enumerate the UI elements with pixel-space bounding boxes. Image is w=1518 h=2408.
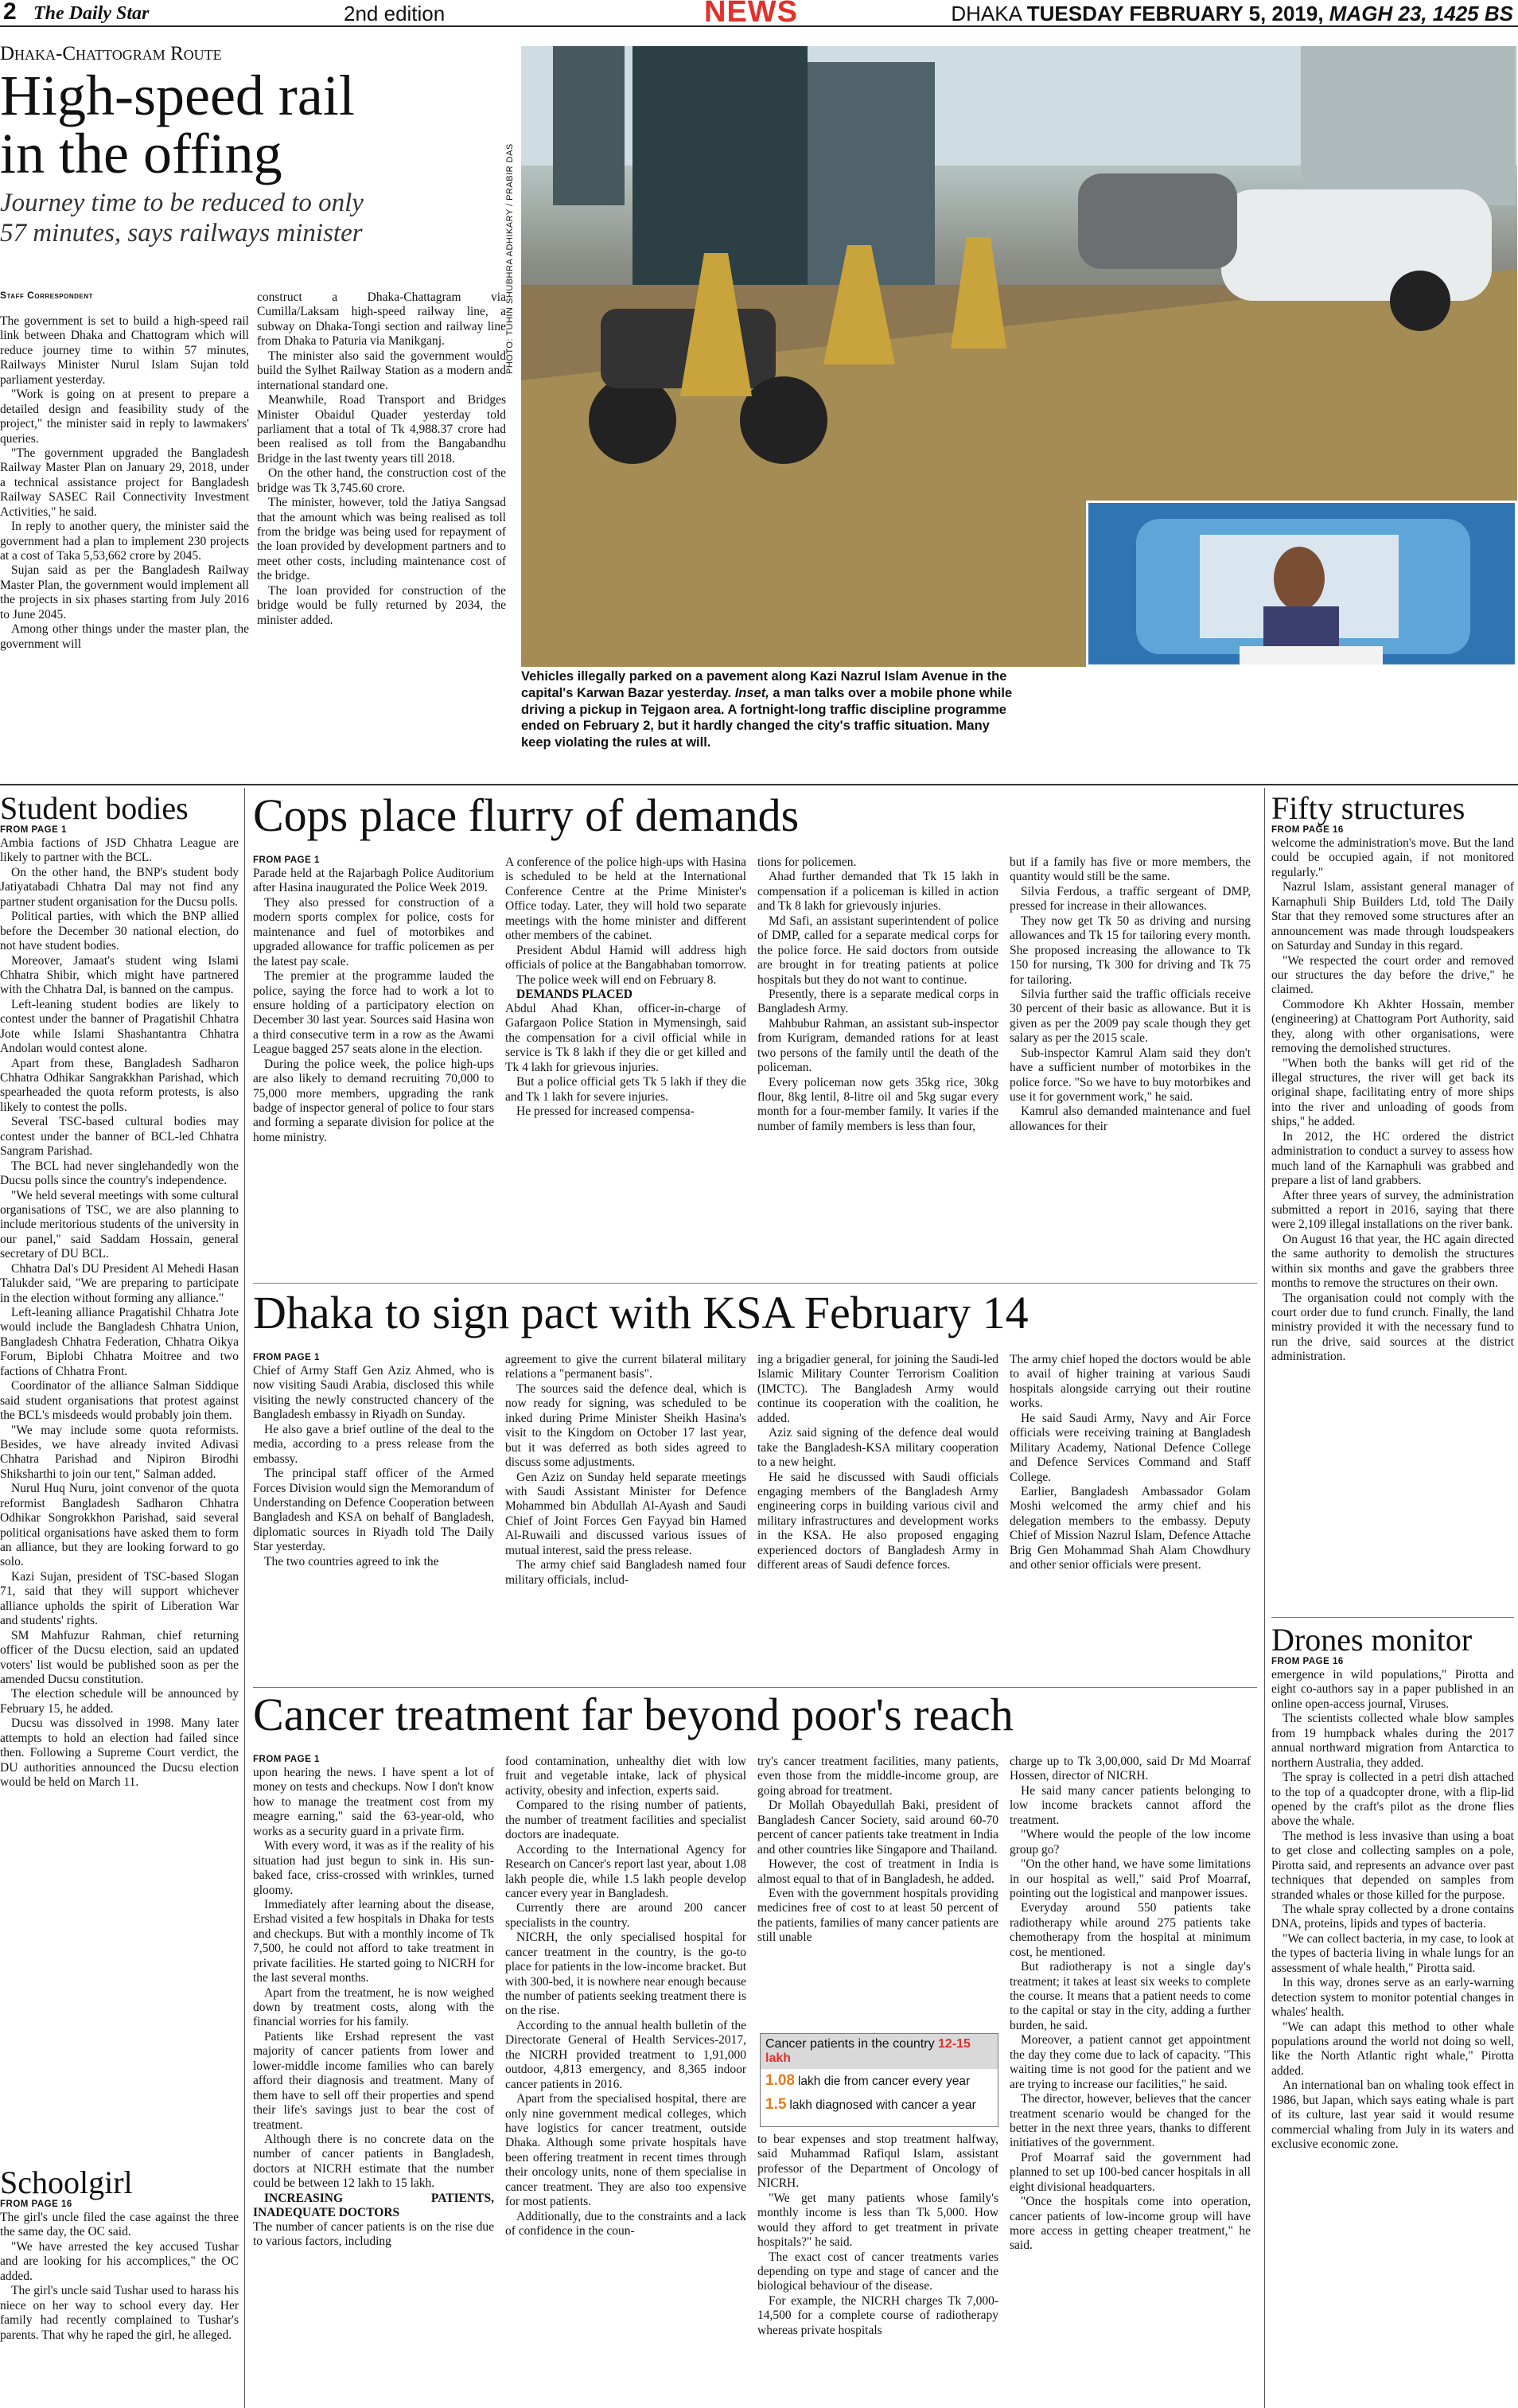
paragraph: food contamination, unhealthy diet with low fruit and vegetable intake, lack of physical activity, obesity and infection, experts said. <box>505 1755 746 1798</box>
cops-col-1 <box>253 855 494 1261</box>
paragraph: Although there is no concrete data on the number of cancer patients in Bangladesh, doctors at NICRH estimate that the number could be between 12 lakh to 15 lakh. <box>253 2132 494 2191</box>
paragraph: Patients like Ershad represent the vast majority of cancer patients from lower and lower-middle income families who can barely afford their diagnosis and treatment. Many of them have to sell off their properties and spend their life's savings just to bear the cost of treatment. <box>253 2029 494 2132</box>
continued-from-label: FROM PAGE 1 <box>253 855 320 865</box>
paragraph: "We can collect bacteria, in my case, to look at the types of bacteria living in whale lungs for an assessment of whale health," Pirotta said. <box>1271 1931 1514 1975</box>
newspaper-logo: The Daily Star <box>33 3 150 24</box>
infobox-row: 1.08 lakh die from cancer every year <box>765 2072 971 2089</box>
divider <box>1264 788 1265 2408</box>
paragraph: Dr Mollah Obayedullah Baki, president of Bangladesh Cancer Society, said around 60-70 percent of cancer patients take treatment in India and other countries like Singapore and Thailand. <box>757 1798 998 1857</box>
cancer-col-3b <box>757 2133 998 2403</box>
paragraph: Moreover, Jamaat's student wing Islami Chhatra Shibir, which might have partnered with the Chhatra Dal, is banned on the campus. <box>0 953 239 997</box>
fifty-structures-story <box>1271 792 1514 1611</box>
paragraph: The BCL had never singlehandedly won the Ducsu polls since the country's independence. <box>0 1159 239 1188</box>
paragraph: Kazi Sujan, president of TSC-based Slogan 71, said that they will support whichever alliance upholds the spirit of Liberation War and students' rights. <box>0 1569 239 1628</box>
paragraph: The police week will end on February 8. <box>516 972 717 987</box>
ksa-col-2 <box>505 1353 746 1687</box>
story-body <box>1271 1657 1514 2152</box>
paragraph: upon hearing the news. I have spent a lot of money on tests and checkups. Now I don't know how to manage the treatment cost from my meagre earning," said the 63-year-old, who works as a security guard in a private firm. <box>253 1766 494 1838</box>
drones-story <box>1271 1623 1514 2407</box>
paragraph: Md Safi, an assistant superintendent of police of DMP, called for a separate medical corps for the police force. He said doctors from outside are brought in for treating patients at police hospitals but they do not want to continue. <box>757 914 998 987</box>
lead-col-1 <box>0 314 249 768</box>
paragraph: Chhatra Dal's DU President Al Mehedi Hasan Talukder said, "We are preparing to participate in the election without forming any alliance." <box>0 1261 239 1305</box>
cancer-col-2 <box>505 1755 746 2403</box>
paragraph: The spray is collected in a petri dish attached to the top of a quadcopter drone, with a flip-lid opened by the craft's pilot as the drone flies above the whale. <box>1271 1771 1514 1829</box>
ksa-col-1 <box>253 1353 494 1687</box>
divider <box>244 788 245 2408</box>
paragraph: They also pressed for construction of a modern sports complex for police, costs for maintenance and fuel of motorbikes and upgraded allowance for traffic policemen as per the latest pay scale. <box>253 895 494 968</box>
paragraph: try's cancer treatment facilities, many patients, even those from the middle-income group, are going abroad for treatment. <box>757 1755 998 1798</box>
subhead: INCREASING PATIENTS, INADEQUATE DOCTORS <box>253 2191 494 2219</box>
divider <box>253 1687 1257 1688</box>
story-body <box>0 825 239 1790</box>
ksa-col-3 <box>757 1353 998 1687</box>
dateline: DHAKA TUESDAY FEBRUARY 5, 2019, MAGH 23, 1425 BS <box>951 2 1513 25</box>
paragraph: According to the annual health bulletin of the Directorate General of Health Services-2017, the NICRH provided treatment to 1,91,000 outdoor, 4,813 emergency, and 8,365 indoor cancer patients in 2016. <box>505 2018 746 2091</box>
paragraph: The exact cost of cancer treatments varies depending on type and stage of cancer and the biological behaviour of the disease. <box>757 2250 998 2293</box>
paragraph: Earlier, Bangladesh Ambassador Golam Moshi welcomed the army chief and his delegation members to the embassy. Deputy Chief of Mission Nazrul Islam, Defence Attache Brig Gen Mohammad Shah Alam Chowdhury and other senior officials were present. <box>1010 1484 1251 1572</box>
story-body <box>0 2200 239 2343</box>
paragraph: Apart from the specialised hospital, there are only nine government medical colleges, which have logistics for cancer treatment, outside Dhaka. Although some private hospitals have been offering treatment in recent times through their oncology units, none of them specialise in cancer treatment. They are also too expensive for most patients. <box>505 2092 746 2209</box>
continued-from-label: FROM PAGE 1 <box>253 1353 320 1362</box>
paragraph: "We have arrested the key accused Tushar and are looking for his accomplices," the OC added. <box>0 2239 239 2283</box>
inset-photo <box>1086 501 1517 667</box>
photo-credit: PHOTO: TUHIN SHUBHRA ADHIKARY / PRABIR DAS <box>505 143 515 374</box>
paragraph: The principal staff officer of the Armed Forces Division would sign the Memorandum of Understanding on Defence Cooperation between Bangladesh and KSA on behalf of Bangladesh, diplomatic sources in Riyadh told The Daily Star yesterday. <box>253 1467 494 1554</box>
paragraph: NICRH, the only specialised hospital for cancer treatment in the country, is the go-to place for patients in the low-income bracket. But with 300-bed, it is nowhere near enough because the number of patients seeking treatment there is on the rise. <box>505 1931 746 2018</box>
paragraph: emergence in wild populations," Pirotta and eight co-authors say in a paper published in an online open-access journal, Viruses. <box>1271 1668 1514 1711</box>
continued-from-label: FROM PAGE 1 <box>253 1755 320 1764</box>
headline: Dhaka to sign pact with KSA February 14 <box>253 1289 1029 1338</box>
paragraph: Aziz said signing of the defence deal would take the Bangladesh-KSA military cooperation to a new height. <box>757 1426 998 1470</box>
paragraph: Even with the government hospitals providing medicines free of cost to at least 50 percent of the patients, families of many cancer patients are still unable <box>757 1886 998 1945</box>
story-body <box>1271 825 1514 1365</box>
paragraph: The director, however, believes that the cancer treatment scenario would be changed for the better in the next three years, thanks to different initiatives of the government. <box>1010 2092 1251 2150</box>
photo-caption: Vehicles illegally parked on a pavement along Kazi Nazrul Islam Avenue in the capital's Karwan Bazar yesterday. Inset, a man talks over a mobile phone while driving a pickup in Tejgaon area. A fortnight-long traffic discipline programme ended on February 2, but it hardly changed the city's traffic situation. Many keep violating the rules at will. <box>521 669 1013 750</box>
cancer-col-1 <box>253 1755 494 2403</box>
paragraph: Presently, there is a separate medical corps in Bangladesh Army. <box>757 987 998 1016</box>
paragraph: The army chief said Bangladesh named four military officials, includ- <box>505 1558 746 1587</box>
paragraph: "Work is going on at present to prepare a detailed design and feasibility study of the project," the minister said in reply to lawmakers' queries. <box>0 388 249 446</box>
continued-from-label: FROM PAGE 16 <box>1271 825 1344 835</box>
paragraph: The girl's uncle filed the case against the three the same day, the OC said. <box>0 2211 239 2239</box>
paragraph: Nurul Huq Nuru, joint convenor of the quota reformist Bangladesh Sadharon Chhatra Odhikar Songrokkhon Parishad, said several political organisations have asked them to form an alliance, but they are looking forward to go solo. <box>0 1482 239 1569</box>
paragraph: He said Saudi Army, Navy and Air Force officials were receiving training at Bangladesh Military Academy, National Defence College and Defence Services Command and Staff College. <box>1010 1411 1251 1484</box>
subheadline: Journey time to be reduced to only 57 minutes, says railways minister <box>0 188 364 247</box>
paragraph: Ahad further demanded that Tk 15 lakh in compensation if a policeman is killed in action and Tk 8 lakh for grievously injuries. <box>757 870 998 914</box>
paragraph: construct a Dhaka-Chattagram via Cumilla/Laksam high-speed railway line, a subway on Dhaka-Tongi section and railway line from Dhaka to Paturia via Manikganj. <box>257 290 506 349</box>
paragraph: "We get many patients whose family's monthly income is less than Tk 5,000. How would they afford to get treatment in private hospitals?" he said. <box>757 2191 998 2250</box>
paragraph: The government is set to build a high-speed rail link between Dhaka and Chattogram which will reduce journey time to within 57 minutes, Railways Minister Nurul Islam Sujan told parliament yesterday. <box>0 314 249 387</box>
headline: High-speed rail in the offing <box>0 64 355 186</box>
paragraph: Apart from the treatment, he is now weighed down by treatment costs, along with the financial worries for his family. <box>253 1985 494 2029</box>
lead-col-2 <box>257 290 506 768</box>
paragraph: President Abdul Hamid will address high officials of police at the Bangabhaban tomorrow. <box>505 943 746 972</box>
paragraph: On the other hand, the construction cost of the bridge was Tk 3,745.60 crore. <box>257 466 506 495</box>
paragraph: but if a family has five or more members, the quantity would still be the same. <box>1010 855 1251 884</box>
paragraph: Additionally, due to the constraints and a lack of confidence in the coun- <box>505 2209 746 2238</box>
paragraph: They now get Tk 50 as driving and nursing allowances and Tk 15 for tailoring every month. She proposed increasing the allowance to Tk 150 for nursing, Tk 300 for driving and Tk 75 for tailoring. <box>1010 914 1251 987</box>
paragraph: Everyday around 550 patients take radiotherapy while around 275 patients take chemotherapy from the hospital at minimum cost, he mentioned. <box>1010 1901 1251 1959</box>
paragraph: "We held several meetings with some cultural organisations of TSC, we are also planning to include meritorious students of the university in our panel," said Saddam Hossain, general secretary of DU BCL. <box>0 1188 239 1261</box>
paragraph: He said many cancer patients belonging to low income brackets cannot afford the treatment. <box>1010 1783 1251 1827</box>
cancer-col-3 <box>757 1755 998 2029</box>
paragraph: Apart from these, Bangladesh Sadharon Chhatra Odhikar Sangrakkhan Parishad, which spearheaded the quota reform protests, is also likely to contest the polls. <box>0 1056 239 1114</box>
continued-from-label: FROM PAGE 16 <box>0 2200 72 2209</box>
paragraph: Several TSC-based cultural bodies may contest under the banner of BCL-led Chhatra Sangram Parishad. <box>0 1115 239 1159</box>
paragraph: Among other things under the master plan, the government will <box>0 622 249 651</box>
paragraph: Gen Aziz on Sunday held separate meetings with Saudi Assistant Minister for Defence Mohammed bin Abdullah Al-Ayash and Saudi Chief of Joint Forces Gen Fayyad bin Hamed Al-Ruwaili and discussed various issues of mutual interest, said the press release. <box>505 1470 746 1557</box>
paragraph: Abdul Ahad Khan, officer-in-charge of Gafargaon Police Station in Mymensingh, said the compensation for a civil official while in service is Tk 8 lakh if they die or get killed and Tk 4 lakh for grievous injuries. <box>505 1001 746 1074</box>
paragraph: "Where would the people of the low income group go? <box>1010 1828 1251 1857</box>
paragraph: Meanwhile, Road Transport and Bridges Minister Obaidul Quader yesterday told parliament that a total of Tk 4,988.37 crore had been realised as toll from the Bangabandhu Bridge in the last twenty years till 2018. <box>257 393 506 466</box>
paragraph: The minister also said the government would build the Sylhet Railway Station as a modern and international standard one. <box>257 349 506 392</box>
paragraph: Left-leaning alliance Pragatishil Chhatra Jote would include the Bangladesh Chhatra Union, Bangladesh Chhatra Federation, Chhatra Oikya Forum, Biplobi Chhatra Moitree and two factions of Chhatra Front. <box>0 1306 239 1378</box>
paragraph: "The government upgraded the Bangladesh Railway Master Plan on January 29, 2018, under a technical assistance project for Bangladesh Railway SASEC Rail Connectivity Investment Activities," he said. <box>0 446 249 519</box>
continued-from-label: FROM PAGE 16 <box>1271 1657 1344 1666</box>
paragraph: He said he discussed with Saudi officials engaging members of the Bangladesh Army engineering corps in building various civil and military infrastructures and development works in the KSA. He also proposed engaging experienced doctors of Bangladesh Army in different areas of Saudi defence forces. <box>757 1470 998 1572</box>
paragraph: ing a brigadier general, for joining the Saudi-led Islamic Military Counter Terrorism Coalition (IMCTC). The Bangladesh Army would continue its cooperation with the coalition, he added. <box>757 1353 998 1425</box>
cancer-infobox <box>760 2033 998 2127</box>
divider <box>1271 1617 1514 1618</box>
paragraph: But a police official gets Tk 5 lakh if they die and Tk 1 lakh for severe injuries. <box>505 1075 746 1104</box>
byline: Staff Correspondent <box>0 290 93 301</box>
paragraph: Ducsu was dissolved in 1998. Many later attempts to hold an election had failed since then. Following a Supreme Court verdict, the DU authorities announced the Ducsu election would be held on March 11. <box>0 1716 239 1789</box>
paragraph: Silvia further said the traffic officials receive 30 percent of their basic as allowance. But it is given as per the 2009 pay scale though they get salary as per the 2015 scale. <box>1010 987 1251 1046</box>
paragraph: Nazrul Islam, assistant general manager of Karnaphuli Ship Builders Ltd, told The Daily Star that they removed some structures after an announcement was made through loudspeakers on Saturday and Sunday in this regard. <box>1271 880 1514 953</box>
paragraph: He pressed for increased compensa- <box>516 1105 695 1118</box>
paragraph: "When both the banks will get rid of the illegal structures, the river will get back its original shape, facilitating entry of more ships into the river and unloading of goods from ships," he added. <box>1271 1056 1514 1129</box>
cops-col-2 <box>505 855 746 1261</box>
divider <box>253 1283 1257 1284</box>
student-bodies-story <box>0 792 239 2149</box>
cancer-story <box>253 1691 1257 1763</box>
paragraph: agreement to give the current bilateral military relations a "permanent basis". <box>505 1353 746 1381</box>
paragraph: "Once the hospitals come into operation, cancer patients of low-income group will have more access in getting cheaper treatment," he said. <box>1010 2195 1251 2253</box>
paragraph: In reply to another query, the minister said the government had a plan to implement 230 projects at a cost of Taka 5,53,662 crore by 2045. <box>0 520 249 563</box>
paragraph: An international ban on whaling took effect in 1986, but Japan, which says eating whale is part of its culture, last year said it would resume commercial whaling from July in its waters and exclusive economic zone. <box>1271 2079 1514 2151</box>
paragraph: Every policeman now gets 35kg rice, 30kg flour, 8kg lentil, 8-litre oil and 5kg sugar every month for a four-member family. It varies if the number of family members is less than four, <box>757 1075 998 1133</box>
paragraph: On the other hand, the BNP's student body Jatiyatabadi Chhatra Dal may not find any partner student organisation for the Ducsu polls. <box>0 865 239 909</box>
cancer-col-4 <box>1010 1755 1251 2403</box>
cops-col-4 <box>1010 855 1251 1261</box>
paragraph: tions for policemen. <box>757 855 857 869</box>
paragraph: The premier at the programme lauded the police, saying the force had to work a lot to ensure holding of a participatory election on December 30 last year. Sources said Hasina won a third consecutive term in a row as the Awami League bagged 257 seats alone in the election. <box>253 969 494 1057</box>
edition-label: 2nd edition <box>344 2 446 25</box>
paragraph: Ambia factions of JSD Chhatra League are likely to partner with the BCL. <box>0 836 239 865</box>
paragraph: Parade held at the Rajarbagh Police Auditorium after Hasina inaugurated the Police Week 2019. <box>253 867 494 895</box>
paragraph: charge up to Tk 3,00,000, said Dr Md Moarraf Hossen, director of NICRH. <box>1010 1755 1251 1783</box>
paragraph: A conference of the police high-ups with Hasina is scheduled to be held at the International Conference Centre at the Prime Minister's Office today. Later, they will hold two separate meetings with the home minister and different other members of the cabinet. <box>505 855 746 943</box>
infobox-row: 1.5 lakh diagnosed with cancer a year <box>765 2096 976 2113</box>
paragraph: The loan provided for construction of the bridge would be fully returned by 2034, the minister added. <box>257 583 506 627</box>
paragraph: During the police week, the police high-ups are also likely to demand recruiting 70,000 to 75,000 more members, upgrading the rank badge of inspector general of police to four stars and forming a separate division for police at the home ministry. <box>253 1057 494 1144</box>
ksa-col-4 <box>1010 1353 1251 1687</box>
headline: Drones monitor <box>1271 1623 1473 1658</box>
driver-inset-graphic <box>1088 503 1517 667</box>
paragraph: For example, the NICRH charges Tk 7,000-14,500 for a complete course of radiotherapy whereas private hospitals <box>757 2293 998 2337</box>
paragraph: Mahbubur Rahman, an assistant sub-inspector from Kurigram, demanded rations for at least two persons of the family until the death of the policeman. <box>757 1016 998 1075</box>
paragraph: In 2012, the HC ordered the district administration to conduct a survey to assess how much land of the Karnaphuli was grabbed and prepare a list of land grabbers. <box>1271 1129 1514 1188</box>
paragraph: "We may include some quota reformists. Besides, we have already invited Adivasi Chhatra Parishad and Nipiron Birodhi Shiksharthi to join our tent," Salman added. <box>0 1423 239 1481</box>
paragraph: The girl's uncle said Tushar used to harass his niece on her way to school every day. Her family had recently complained to Tushar's parents. That why he raped the girl, he alleged. <box>0 2284 239 2342</box>
paragraph: Moreover, a patient cannot get appointment the day they come due to lack of capacity. "This waiting time is not good for the patient and we are trying to increase our facilities," he said. <box>1010 2033 1251 2091</box>
headline: Cancer treatment far beyond poor's reach <box>253 1691 1014 1740</box>
paragraph: According to the International Agency for Research on Cancer's report last year, about 1.08 lakh people die, while 1.5 lakh people develop cancer every year in Bangladesh. <box>505 1842 746 1900</box>
paragraph: He also gave a brief outline of the deal to the media, according to a press release from the embassy. <box>253 1422 494 1466</box>
paragraph: The number of cancer patients is on the rise due to various factors, including <box>253 2219 494 2249</box>
divider <box>0 784 1518 785</box>
paragraph: In this way, drones serve as an early-warning detection system to monitor potential changes in whales' health. <box>1271 1976 1514 2020</box>
paragraph: Left-leaning student bodies are likely to contest under the banner of Pragatishil Chhatra Jote while Islami Shashantantra Chhatra Andolan would contest alone. <box>0 997 239 1056</box>
paragraph: Currently there are around 200 cancer specialists in the country. <box>505 1901 746 1930</box>
paragraph: Commodore Kh Akhter Hossain, member (engineering) at Chattogram Port Authority, said they, along with other organisations, were removing the demolished structures. <box>1271 997 1514 1056</box>
page-number: 2 <box>3 0 17 25</box>
paragraph: On August 16 that year, the HC again directed the same authority to demolish the structures within six months and gave the grabbers three months to remove the structures on their own. <box>1271 1232 1514 1291</box>
ksa-story <box>253 1289 1257 1361</box>
paragraph: But radiotherapy is not a single day's treatment; it takes at least six weeks to complete the course. It means that a patient needs to come to the capital or stay in the city, adding a further burden, he said. <box>1010 1960 1251 2032</box>
paragraph: With every word, it was as if the reality of his situation had just begun to sink in. His sun-baked face, criss-crossed with wrinkles, turned gloomy. <box>253 1839 494 1897</box>
masthead <box>0 0 1518 27</box>
headline: Cops place flurry of demands <box>253 792 800 841</box>
kicker: Dhaka-Chattogram Route <box>0 43 222 64</box>
paragraph: Silvia Ferdous, a traffic sergeant of DMP, pressed for increase in their allowances. <box>1010 884 1251 914</box>
cops-col-3 <box>757 855 998 1261</box>
paragraph: The whale spray collected by a drone contains DNA, proteins, lipids and types of bacteria. <box>1271 1903 1514 1931</box>
paragraph: After three years of survey, the administration submitted a report in 2016, saying that there were 2,109 illegal installations on the river bank. <box>1271 1188 1514 1232</box>
headline: Schoolgirl <box>0 2166 133 2200</box>
paragraph: Political parties, with which the BNP allied before the December 30 national election, do not have student bodies. <box>0 910 239 953</box>
infobox-title: Cancer patients in the country 12-15 lakh <box>761 2034 998 2069</box>
paragraph: SM Mahfuzur Rahman, chief returning officer of the Ducsu election, said an updated voters' list would be published soon as per the amended Ducsu constitution. <box>0 1628 239 1686</box>
paragraph: The organisation could not comply with the court order due to fund crunch. Finally, the land ministry provided it with the necessary fund to run the drive, said sources at the district administration. <box>1271 1291 1514 1364</box>
paragraph: The election schedule will be announced by February 15, he added. <box>0 1687 239 1716</box>
paragraph: The army chief hoped the doctors would be able to avail of higher training at various Saudi hospitals alongside carrying out their routine works. <box>1010 1353 1251 1411</box>
paragraph: Chief of Army Staff Gen Aziz Ahmed, who is now visiting Saudi Arabia, disclosed this while visiting the newly constructed chancery of the Bangladesh embassy in Riyadh on Sunday. <box>253 1364 494 1422</box>
paragraph: Kamrul also demanded maintenance and fuel allowances for their <box>1010 1105 1251 1133</box>
hero-photo <box>521 46 1517 667</box>
section-label: NEWS <box>704 0 798 29</box>
paragraph: "We respected the court order and removed our structures the day before the drive," he claimed. <box>1271 953 1514 997</box>
paragraph: However, the cost of treatment in India is almost equal to that of in Bangladesh, he added. <box>757 1857 998 1886</box>
headline: Fifty structures <box>1271 792 1465 826</box>
paragraph: Coordinator of the alliance Salman Siddique said student organisations that protest against the BCL's misdeeds would probably join them. <box>0 1379 239 1423</box>
paragraph: Sub-inspector Kamrul Alam said they don't have a sufficient number of motorbikes in the police force. "So we have to buy motorbikes and use it for government work," he said. <box>1010 1046 1251 1104</box>
paragraph: Compared to the rising number of patients, the number of treatment facilities and specialist doctors are inadequate. <box>505 1798 746 1842</box>
headline: Student bodies <box>0 792 189 826</box>
paragraph: "We can adapt this method to other whale populations around the world not doing so well, like the North Atlantic right whale," Pirotta added. <box>1271 2020 1514 2078</box>
paragraph: Immediately after learning about the disease, Ershad visited a few hospitals in Dhaka for tests and checkups. But with a monthly income of Tk 7,500, he could not afford to take treatment in private facilities. He started going to NICRH for the last several months. <box>253 1897 494 1985</box>
paragraph: The two countries agreed to ink the <box>264 1554 439 1568</box>
subhead: DEMANDS PLACED <box>516 987 632 1001</box>
paragraph: The sources said the defence deal, which is now ready for signing, was scheduled to be inked during Prime Minister Sheikh Hasina's visit to the Kingdom on October 17 last year, but it was deferred as both sides agreed to discuss some adjustments. <box>505 1381 746 1470</box>
schoolgirl-story <box>0 2166 239 2405</box>
paragraph: welcome the administration's move. But the land could be occupied again, if not monitored regularly." <box>1271 836 1514 879</box>
paragraph: Sujan said as per the Bangladesh Railway Master Plan, the government would implement all the projects in six phases starting from July 2016 to June 2045. <box>0 563 249 621</box>
paragraph: Prof Moarraf said the government had planned to set up 100-bed cancer hospitals in all eight divisional headquarters. <box>1010 2150 1251 2194</box>
continued-from-label: FROM PAGE 1 <box>0 825 67 835</box>
paragraph: The method is less invasive than using a boat to get close and collecting samples on a pole, Pirotta said, and represents an advance over past techniques that depended on samples from stranded whales or those killed for the purpose. <box>1271 1829 1514 1902</box>
paragraph: to bear expenses and stop treatment halfway, said Muhammad Rafiqul Islam, assistant professor of the Department of Oncology of NICRH. <box>757 2133 998 2191</box>
paragraph: "On the other hand, we have some limitations in our hospital as well," said Prof Moarraf, pointing out the logistical and manpower issues. <box>1010 1857 1251 1900</box>
paragraph: The minister, however, told the Jatiya Sangsad that the amount which was being realised as toll from the bridge was being used for repayment of the loan provided by development partners and to meet other costs, including maintenance cost of the bridge. <box>257 496 506 583</box>
paragraph: The scientists collected whale blow samples from 19 humpback whales during the 2017 annual northward migration from Antarctica to northern Australia, they added. <box>1271 1712 1514 1770</box>
